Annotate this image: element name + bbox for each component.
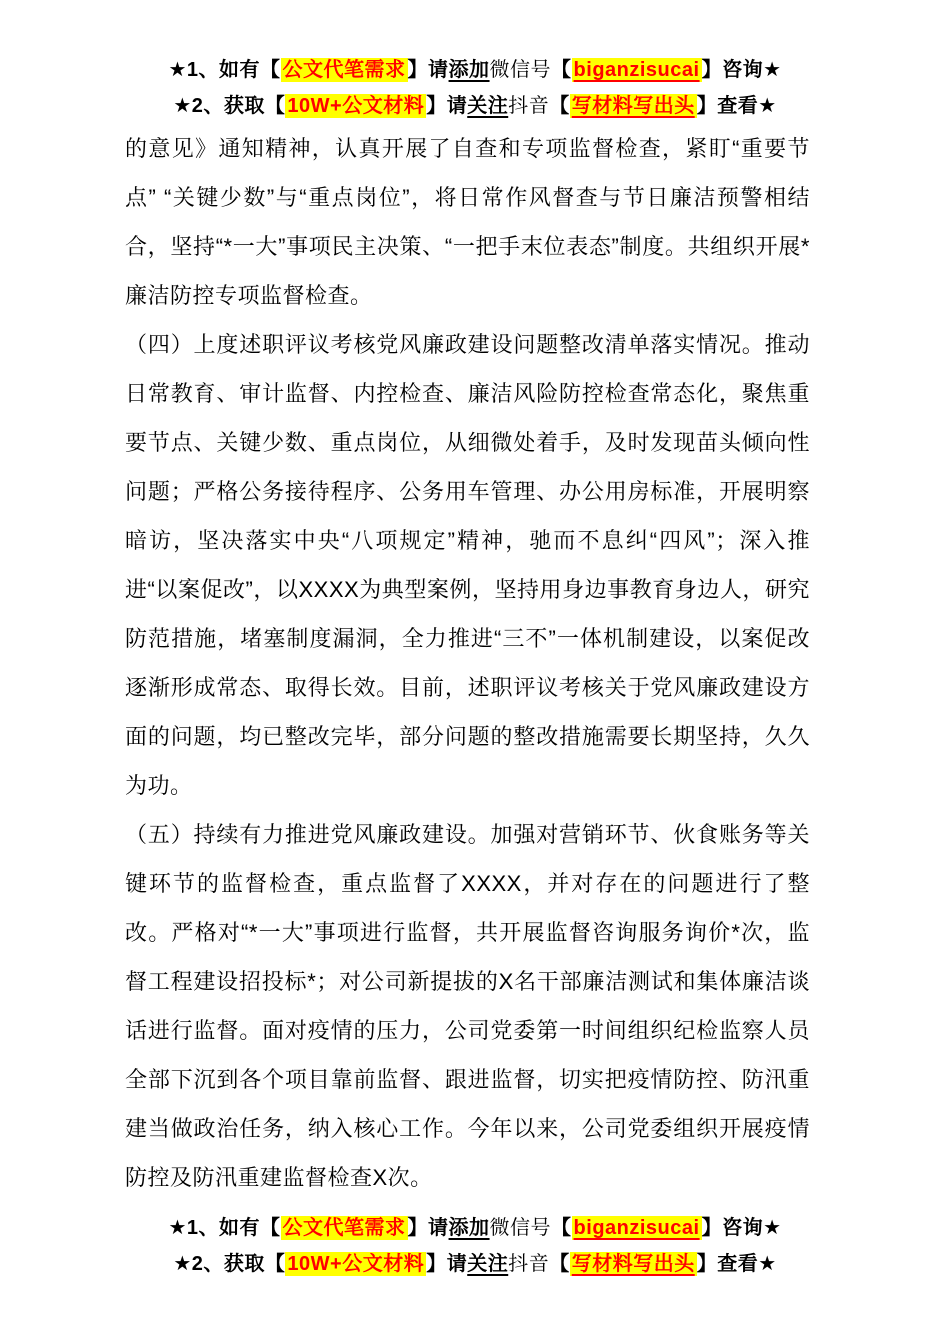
banner-segment: 【 — [549, 1253, 570, 1275]
banner-segment: 】咨询★ — [701, 59, 782, 81]
banner-segment: 添加 — [448, 1217, 490, 1239]
banner-segment: 【 — [551, 1217, 572, 1239]
promo-header-line-2 — [0, 88, 950, 124]
banner-segment: 10W+公文材料 — [287, 95, 425, 117]
promo-banner-header — [0, 0, 950, 124]
banner-segment: ★1、如有【 — [168, 59, 281, 81]
banner-segment: 添加 — [448, 59, 490, 81]
banner-segment: 微信号 — [489, 59, 552, 81]
banner-segment: biganzisucai — [573, 1217, 700, 1239]
banner-segment: 】请 — [426, 95, 468, 117]
banner-segment: 】请 — [426, 1253, 468, 1275]
promo-banner-footer — [0, 1202, 950, 1282]
document-body — [125, 124, 810, 1202]
banner-segment: 10W+公文材料 — [287, 1253, 425, 1275]
banner-segment: 】请 — [407, 1217, 449, 1239]
banner-segment: 微信号 — [489, 1217, 552, 1239]
banner-segment: ★2、获取【 — [173, 1253, 286, 1275]
banner-segment: 【 — [549, 95, 570, 117]
banner-segment: 写材料写出头 — [571, 1253, 695, 1275]
banner-segment: 公文代笔需求 — [282, 1217, 406, 1239]
banner-segment: 关注 — [467, 95, 509, 117]
banner-segment: 【 — [551, 59, 572, 81]
banner-segment: biganzisucai — [573, 59, 700, 81]
paragraph-item-four: （四）上度述职评议考核党风廉政建设问题整改清单落实情况。推动日常教育、审计监督、内控检查、廉洁风险防控检查常态化，聚焦重要节点、关键少数、重点岗位，从细微处着手，及时发现苗头倾向性问题；严格公务接待程序、公务用车管理、办公用房标准，开展明察暗访，坚决落实中央“八项规定”精神，驰而不息纠“四风”；深入推进“以案促改”，以XXXX为典型案例，坚持用身边事教育身边人，研究防范措施，堵塞制度漏洞，全力推进“三不”一体机制建设，以案促改逐渐形成常态、取得长效。目前，述职评议考核关于党风廉政建设方面的问题，均已整改完毕，部分问题的整改措施需要长期坚持，久久为功。 — [125, 332, 810, 798]
paragraph-continuation: 的意见》通知精神，认真开展了自查和专项监督检查，紧盯“重要节点” “关键少数”与“重点岗位”，将日常作风督查与节日廉洁预警相结合，坚持“*一大”事项民主决策、“一把手末位表态”制度。共组织开展*廉洁防控专项监督检查。 — [125, 136, 810, 308]
promo-header-line-1 — [0, 52, 950, 88]
banner-segment: 关注 — [467, 1253, 509, 1275]
banner-segment: 】查看★ — [696, 95, 777, 117]
banner-segment: ★1、如有【 — [168, 1217, 281, 1239]
banner-segment: 】请 — [407, 59, 449, 81]
banner-segment: 抖音 — [508, 95, 550, 117]
promo-footer-line-1 — [0, 1210, 950, 1246]
banner-segment: 】查看★ — [696, 1253, 777, 1275]
banner-segment: ★2、获取【 — [173, 95, 286, 117]
banner-segment: 写材料写出头 — [571, 95, 695, 117]
promo-footer-line-2 — [0, 1246, 950, 1282]
paragraph-item-five: （五）持续有力推进党风廉政建设。加强对营销环节、伙食账务等关键环节的监督检查，重点监督了XXXX，并对存在的问题进行了整改。严格对“*一大”事项进行监督，共开展监督咨询服务询价*次，监督工程建设招投标*；对公司新提拔的X名干部廉洁测试和集体廉洁谈话进行监督。面对疫情的压力，公司党委第一时间组织纪检监察人员全部下沉到各个项目靠前监督、跟进监督，切实把疫情防控、防汛重建当做政治任务，纳入核心工作。今年以来，公司党委组织开展疫情防控及防汛重建监督检查X次。 — [125, 822, 810, 1190]
banner-segment: 抖音 — [508, 1253, 550, 1275]
banner-segment: 】咨询★ — [701, 1217, 782, 1239]
banner-segment: 公文代笔需求 — [282, 59, 406, 81]
